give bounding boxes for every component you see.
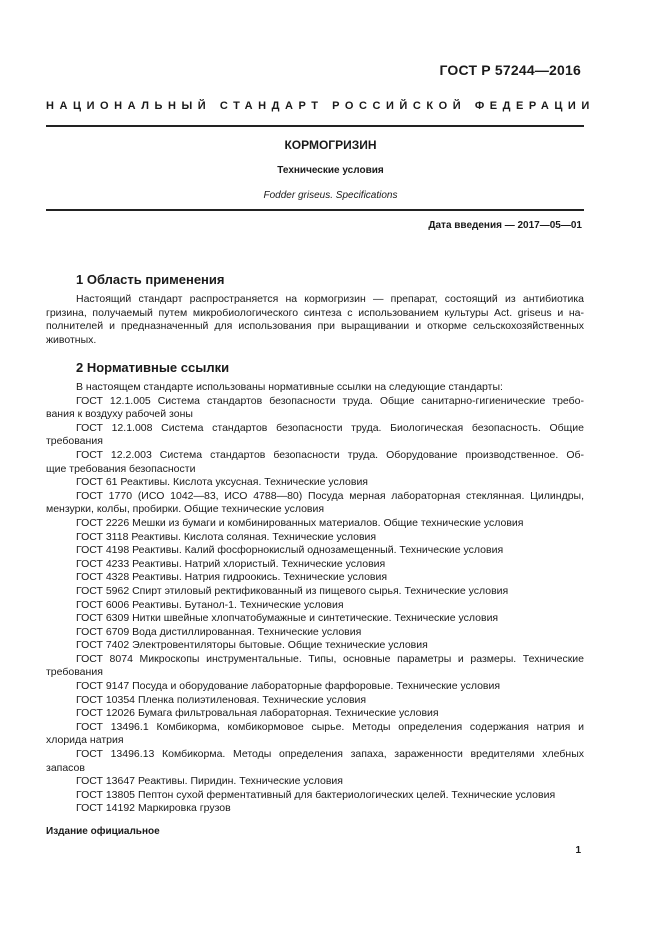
top-divider — [46, 125, 584, 127]
reference-line: вания к воздуху рабочей зоны — [46, 408, 193, 421]
reference-line: ГОСТ 9147 Посуда и оборудование лабораторные фарфоровые. Технические условия — [76, 680, 501, 693]
text-line: Настоящий стандарт распространяется на кормогризин — препарат, состоящий из антибиотика — [76, 293, 584, 305]
reference-line: ГОСТ 13496.1 Комбикорма, комбикормовое сырье. Методы определения содержания натрия и — [76, 720, 584, 733]
reference-line: ГОСТ 12.2.003 Система стандартов безопасности труда. Оборудование производственное. Об- — [76, 448, 584, 461]
section-1-heading: 1 Область применения — [76, 272, 225, 287]
title-divider — [46, 209, 584, 211]
reference-line: ГОСТ 12026 Бумага фильтровальная лабораторная. Технические условия — [76, 707, 439, 720]
reference-line: ГОСТ 7402 Электровентиляторы бытовые. Общие технические условия — [76, 639, 428, 652]
reference-line: ГОСТ 4328 Реактивы. Натрия гидроокись. Технические условия — [76, 571, 388, 584]
section-1-body — [46, 293, 584, 347]
official-edition-label: Издание официальное — [46, 826, 160, 837]
document-subtitle: Технические условия — [277, 165, 384, 176]
reference-line: мензурки, колбы, пробирки. Общие технические условия — [46, 503, 325, 516]
english-title: Fodder griseus. Specifications — [263, 190, 398, 201]
intro-date: Дата введения — 2017—05—01 — [428, 220, 582, 231]
reference-line: ГОСТ 3118 Реактивы. Кислота соляная. Технические условия — [76, 530, 377, 543]
document-number: ГОСТ Р 57244—2016 — [439, 62, 581, 78]
reference-line: ГОСТ 5962 Спирт этиловый ректификованный из пищевого сырья. Технические условия — [76, 584, 509, 597]
reference-line: ГОСТ 4233 Реактивы. Натрий хлористый. Технические условия — [76, 557, 386, 570]
page-number: 1 — [575, 845, 581, 856]
reference-line: хлорида натрия — [46, 734, 124, 747]
national-standard-banner: НАЦИОНАЛЬНЫЙ СТАНДАРТ РОССИЙСКОЙ ФЕДЕРАЦИИ — [46, 100, 595, 112]
text-line: гризина, получаемый путем микробиологического синтеза с использованием культуры Act. griseus и на- — [46, 306, 584, 319]
reference-line: ГОСТ 4198 Реактивы. Калий фосфорнокислый однозамещенный. Технические условия — [76, 544, 504, 557]
reference-line: щие требования безопасности — [46, 462, 196, 475]
reference-line: ГОСТ 12.1.005 Система стандартов безопасности труда. Общие санитарно-гигиенические требо- — [76, 394, 584, 407]
reference-line: требования — [46, 666, 103, 679]
reference-line: ГОСТ 1770 (ИСО 1042—83, ИСО 4788—80) Посуда мерная лабораторная стеклянная. Цилиндры, — [76, 489, 584, 502]
reference-line: ГОСТ 13496.13 Комбикорма. Методы определения запаха, зараженности вредителями хлебных — [76, 748, 584, 761]
section-2-heading: 2 Нормативные ссылки — [76, 360, 230, 375]
reference-line: ГОСТ 12.1.008 Система стандартов безопасности труда. Биологическая безопасность. Общие — [76, 421, 584, 434]
reference-line: ГОСТ 6309 Нитки швейные хлопчатобумажные и синтетические. Технические условия — [76, 612, 499, 625]
reference-line: ГОСТ 14192 Маркировка грузов — [76, 802, 231, 815]
reference-line: ГОСТ 13647 Реактивы. Пиридин. Технические условия — [76, 775, 343, 788]
reference-line: ГОСТ 6709 Вода дистиллированная. Технические условия — [76, 625, 362, 638]
reference-line: запасов — [46, 761, 85, 774]
reference-line: требования — [46, 435, 103, 448]
reference-line: ГОСТ 2226 Мешки из бумаги и комбинированных материалов. Общие технические условия — [76, 516, 524, 529]
section-2-body — [46, 381, 584, 816]
reference-line: ГОСТ 10354 Пленка полиэтиленовая. Технические условия — [76, 693, 367, 706]
reference-line: ГОСТ 61 Реактивы. Кислота уксусная. Технические условия — [76, 476, 368, 489]
text-line: полнителей и предназначенный для использования при выращивании и откорме сельскохозяйственных — [46, 320, 584, 333]
text-line: В настоящем стандарте использованы нормативные ссылки на следующие стандарты: — [76, 381, 503, 393]
reference-line: ГОСТ 8074 Микроскопы инструментальные. Типы, основные параметры и размеры. Технические — [76, 652, 584, 665]
document-title: КОРМОГРИЗИН — [284, 138, 377, 152]
text-line: животных. — [46, 333, 97, 346]
reference-line: ГОСТ 13805 Пептон сухой ферментативный для бактериологических целей. Технические условия — [76, 788, 556, 801]
reference-line: ГОСТ 6006 Реактивы. Бутанол-1. Технические условия — [76, 598, 344, 611]
